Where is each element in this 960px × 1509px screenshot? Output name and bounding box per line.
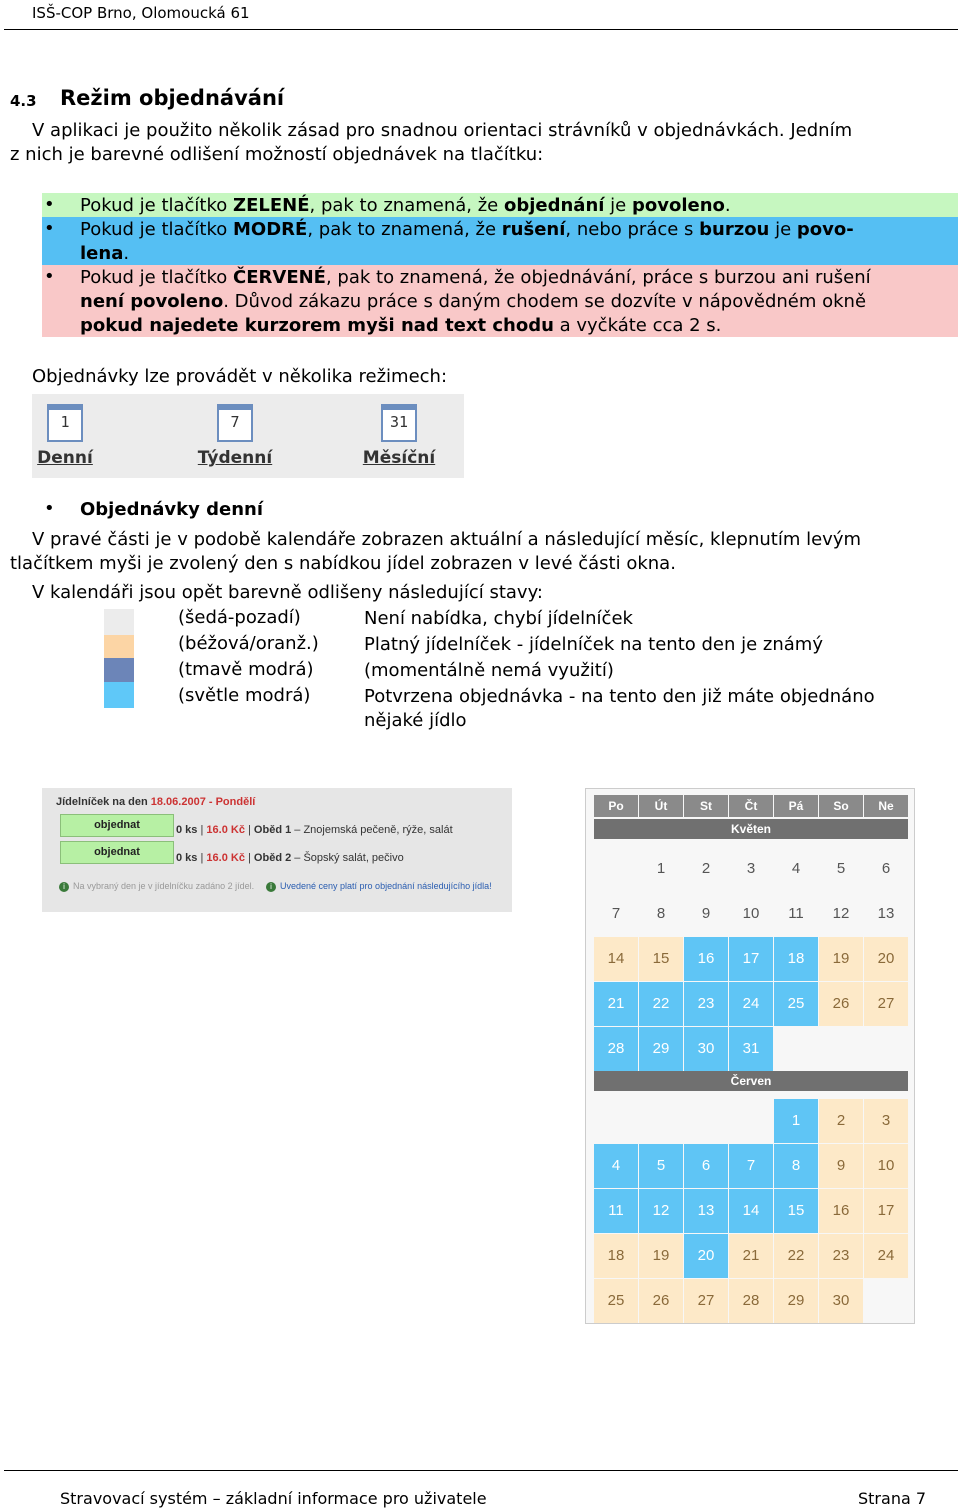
menu-note: Na vybraný den je v jídelníčku zadáno 2 jídel. bbox=[73, 881, 255, 891]
calendar-day[interactable]: 3 bbox=[864, 1099, 908, 1143]
calendar-day[interactable]: 5 bbox=[639, 1144, 683, 1188]
calendar-day[interactable]: 18 bbox=[594, 1234, 638, 1278]
mode-weekly-button[interactable] bbox=[190, 404, 280, 468]
calendar-day[interactable]: 4 bbox=[791, 860, 801, 877]
day-header: Čt bbox=[729, 795, 773, 817]
calendar-day[interactable]: 25 bbox=[774, 982, 818, 1026]
day-header: St bbox=[684, 795, 728, 817]
daily-paragraph-2: V kalendáři jsou opět barevně odlišeny následující stavy: bbox=[32, 582, 543, 603]
order-button[interactable]: objednat bbox=[60, 814, 174, 837]
legend-swatch bbox=[104, 658, 134, 684]
legend-term: (šedá-pozadí) bbox=[178, 607, 301, 628]
month-header: Červen bbox=[594, 1071, 908, 1091]
order-button[interactable]: objednat bbox=[60, 841, 174, 864]
bullet-marker: • bbox=[44, 498, 55, 519]
calendar-day[interactable]: 28 bbox=[594, 1027, 638, 1071]
menu-item: 0 ks | 16.0 Kč | Oběd 1 – Znojemská pečeně, rýže, salát bbox=[176, 824, 453, 836]
calendar-day[interactable]: 18 bbox=[774, 937, 818, 981]
calendar-day[interactable]: 29 bbox=[639, 1027, 683, 1071]
calendar-day[interactable]: 2 bbox=[819, 1099, 863, 1143]
menu-title: Jídelníček na den 18.06.2007 - Pondělí bbox=[56, 796, 256, 808]
legend-desc: Není nabídka, chybí jídelníček bbox=[364, 608, 633, 629]
day-header: Ne bbox=[864, 795, 908, 817]
calendar-day[interactable]: 13 bbox=[684, 1189, 728, 1233]
calendar-day[interactable]: 15 bbox=[774, 1189, 818, 1233]
mode-label: Týdenní bbox=[197, 448, 273, 468]
calendar-day[interactable]: 29 bbox=[774, 1279, 818, 1323]
calendar-day[interactable]: 6 bbox=[881, 860, 891, 877]
calendar-day[interactable]: 4 bbox=[594, 1144, 638, 1188]
calendar-day[interactable]: 24 bbox=[864, 1234, 908, 1278]
calendar-day[interactable]: 31 bbox=[729, 1027, 773, 1071]
section-number: 4.3 bbox=[10, 92, 37, 110]
calendar-day[interactable]: 7 bbox=[611, 905, 621, 922]
section-title: Režim objednávání bbox=[60, 86, 285, 110]
legend-term: (béžová/oranž.) bbox=[178, 633, 319, 654]
menu-item: 0 ks | 16.0 Kč | Oběd 2 – Šopský salát, pečivo bbox=[176, 852, 404, 864]
calendar-day[interactable]: 16 bbox=[684, 937, 728, 981]
calendar-day[interactable]: 20 bbox=[864, 937, 908, 981]
calendar-day[interactable]: 22 bbox=[639, 982, 683, 1026]
daily-paragraph-1: V pravé části je v podobě kalendáře zobrazen aktuální a následující měsíc, klepnutím levým bbox=[32, 529, 862, 550]
calendar-day[interactable]: 21 bbox=[729, 1234, 773, 1278]
bullet-green: Pokud je tlačítko ZELENÉ, pak to znamená, že objednání je povoleno. bbox=[80, 195, 731, 216]
legend-desc: Potvrzena objednávka - na tento den již máte objednáno bbox=[364, 686, 875, 707]
calendar-day[interactable]: 10 bbox=[864, 1144, 908, 1188]
legend-desc: Platný jídelníček - jídelníček na tento den je známý bbox=[364, 634, 823, 655]
bullet-marker: • bbox=[44, 194, 55, 215]
calendar-day[interactable]: 26 bbox=[639, 1279, 683, 1323]
calendar-day[interactable]: 1 bbox=[656, 860, 666, 877]
calendar-icon: 1 bbox=[47, 404, 83, 442]
calendar-day[interactable]: 14 bbox=[594, 937, 638, 981]
daily-paragraph-1b: tlačítkem myši je zvolený den s nabídkou jídel zobrazen v levé části okna. bbox=[10, 553, 676, 574]
calendar-day[interactable]: 13 bbox=[877, 905, 895, 922]
calendar-day[interactable]: 7 bbox=[729, 1144, 773, 1188]
calendar-day[interactable]: 8 bbox=[656, 905, 666, 922]
mode-toolbar bbox=[32, 394, 464, 478]
legend-swatch bbox=[104, 609, 134, 635]
calendar-day[interactable]: 30 bbox=[819, 1279, 863, 1323]
page-header: ISŠ-COP Brno, Olomoucká 61 bbox=[32, 4, 250, 22]
legend-term: (světle modrá) bbox=[178, 685, 311, 706]
calendar-day[interactable]: 9 bbox=[819, 1144, 863, 1188]
month-header: Květen bbox=[594, 819, 908, 839]
calendar-day[interactable]: 5 bbox=[836, 860, 846, 877]
legend-desc: (momentálně nemá využití) bbox=[364, 660, 614, 681]
intro-line-1: V aplikaci je použito několik zásad pro snadnou orientaci strávníků v objednávkách. Jedním bbox=[32, 120, 853, 141]
bullet-marker: • bbox=[44, 266, 55, 287]
mode-label: Měsíční bbox=[362, 448, 436, 468]
calendar bbox=[585, 788, 915, 1324]
calendar-day[interactable]: 23 bbox=[684, 982, 728, 1026]
menu-panel bbox=[42, 788, 512, 912]
calendar-day[interactable]: 15 bbox=[639, 937, 683, 981]
day-header: Út bbox=[639, 795, 683, 817]
bullet-blue: Pokud je tlačítko MODRÉ, pak to znamená, že rušení, nebo práce s burzou je povo- lena. bbox=[80, 219, 854, 264]
calendar-day[interactable]: 19 bbox=[639, 1234, 683, 1278]
calendar-day[interactable]: 21 bbox=[594, 982, 638, 1026]
calendar-day[interactable]: 11 bbox=[788, 905, 804, 922]
calendar-day[interactable]: 17 bbox=[864, 1189, 908, 1233]
day-header: So bbox=[819, 795, 863, 817]
calendar-day[interactable]: 2 bbox=[701, 860, 711, 877]
calendar-day[interactable]: 11 bbox=[594, 1189, 638, 1233]
calendar-day[interactable]: 17 bbox=[729, 937, 773, 981]
calendar-day[interactable]: 16 bbox=[819, 1189, 863, 1233]
calendar-day[interactable]: 23 bbox=[819, 1234, 863, 1278]
footer-rule bbox=[4, 1470, 958, 1471]
calendar-day[interactable]: 10 bbox=[742, 905, 760, 922]
calendar-day[interactable]: 1 bbox=[774, 1099, 818, 1143]
calendar-day[interactable]: 22 bbox=[774, 1234, 818, 1278]
legend-term: (tmavě modrá) bbox=[178, 659, 314, 680]
calendar-day[interactable]: 14 bbox=[729, 1189, 773, 1233]
header-rule bbox=[4, 29, 958, 30]
calendar-day[interactable]: 25 bbox=[594, 1279, 638, 1323]
legend-swatch bbox=[104, 682, 134, 708]
footer-page: Strana 7 bbox=[858, 1489, 927, 1508]
day-header: Pá bbox=[774, 795, 818, 817]
calendar-day[interactable]: 6 bbox=[684, 1144, 728, 1188]
info-icon: i bbox=[59, 882, 69, 892]
footer-left: Stravovací systém – základní informace pro uživatele bbox=[60, 1489, 487, 1508]
calendar-day[interactable]: 20 bbox=[684, 1234, 728, 1278]
calendar-icon: 7 bbox=[217, 404, 253, 442]
calendar-day[interactable]: 12 bbox=[832, 905, 850, 922]
menu-price-note: Uvedené ceny platí pro objednání následujícího jídla! bbox=[280, 881, 492, 891]
mode-label: Denní bbox=[37, 448, 93, 468]
calendar-day[interactable]: 19 bbox=[819, 937, 863, 981]
calendar-day[interactable]: 28 bbox=[729, 1279, 773, 1323]
calendar-day[interactable]: 26 bbox=[819, 982, 863, 1026]
daily-heading: Objednávky denní bbox=[80, 499, 264, 520]
modes-intro: Objednávky lze provádět v několika režimech: bbox=[32, 366, 448, 387]
mode-monthly-button[interactable] bbox=[354, 404, 444, 468]
info-icon: i bbox=[266, 882, 276, 892]
calendar-day[interactable]: 12 bbox=[639, 1189, 683, 1233]
calendar-day[interactable]: 27 bbox=[684, 1279, 728, 1323]
bullet-marker: • bbox=[44, 218, 55, 239]
calendar-day[interactable]: 8 bbox=[774, 1144, 818, 1188]
calendar-icon: 31 bbox=[381, 404, 417, 442]
legend-desc-cont: nějaké jídlo bbox=[364, 710, 467, 731]
calendar-day[interactable]: 9 bbox=[701, 905, 711, 922]
calendar-day[interactable]: 30 bbox=[684, 1027, 728, 1071]
intro-line-2: z nich je barevné odlišení možností objednávek na tlačítku: bbox=[10, 144, 544, 165]
day-header: Po bbox=[594, 795, 638, 817]
mode-daily-button[interactable] bbox=[20, 404, 110, 468]
calendar-day[interactable]: 3 bbox=[746, 860, 756, 877]
bullet-red: Pokud je tlačítko ČERVENÉ, pak to znamená, že objednávání, práce s burzou ani rušení není povoleno. Důvod zákazu práce s daným chodem se dozvíte v nápovědném okně pokud najedete kurzorem myši nad text chodu a vyčkáte cca 2 s. bbox=[80, 267, 871, 336]
calendar-day[interactable]: 27 bbox=[864, 982, 908, 1026]
calendar-day[interactable]: 24 bbox=[729, 982, 773, 1026]
